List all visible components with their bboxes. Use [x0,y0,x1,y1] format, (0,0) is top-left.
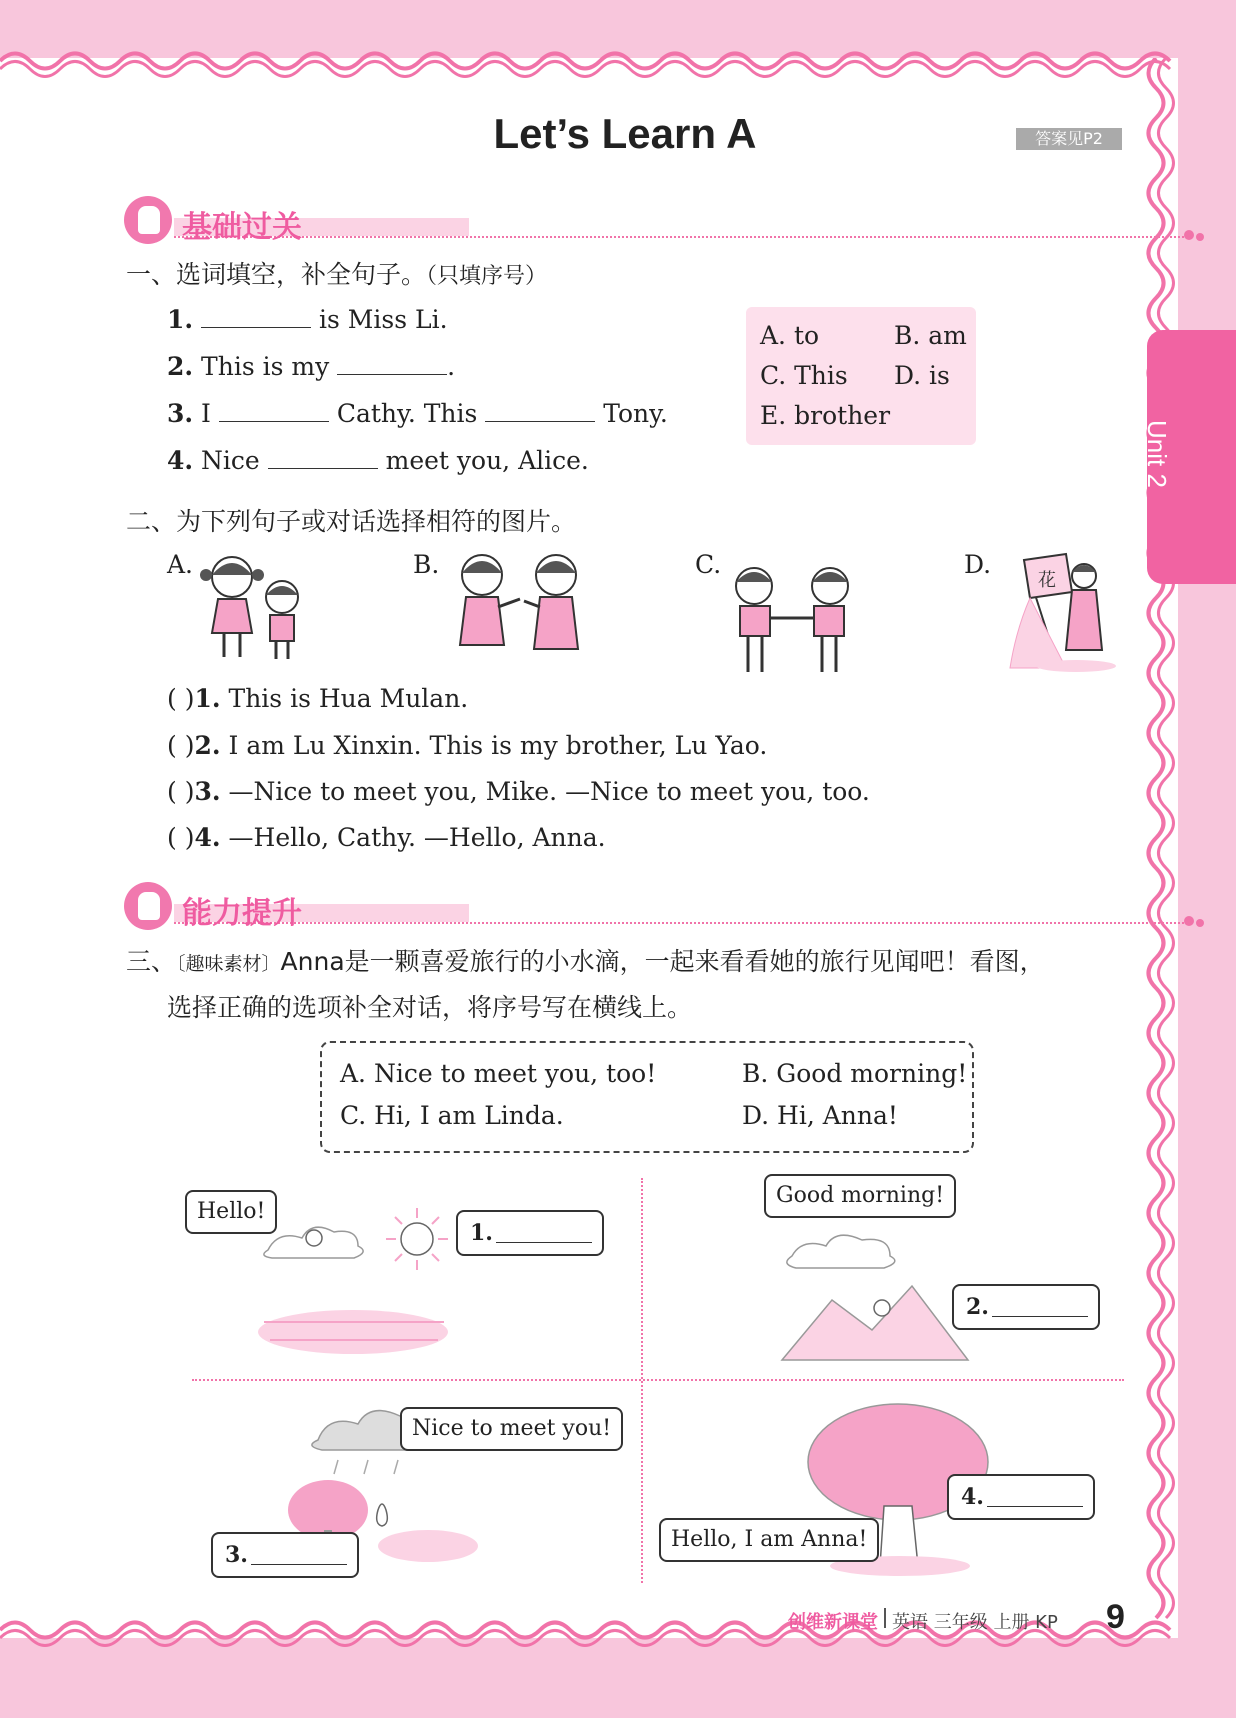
decor-dot [1184,230,1194,240]
panel2-illustration [772,1220,972,1370]
option-e: E. brother [760,401,891,430]
item-number: 3. [194,777,221,806]
pic-label-a: A. [167,550,194,579]
item-text: meet you, Alice. [377,446,589,475]
item-text: Nice [193,446,268,475]
flag-character: 花 [1038,570,1056,591]
picture-b-greeting [448,545,588,665]
item-number: 1. [167,305,194,334]
panel-divider-horizontal [192,1379,1124,1381]
answer-paren[interactable]: ( ) [167,823,195,852]
item-number: 2. [194,731,221,760]
speech-bubble-1: Hello! [185,1190,277,1234]
item-number: 2. [167,352,194,381]
q1-heading [126,255,547,291]
q1-item-4 [167,446,589,475]
q1-item-3 [167,399,668,428]
section-basic-header [124,196,1124,246]
page-number: 9 [1106,1598,1125,1636]
option-c: C. This [760,361,848,390]
q1-heading-note: （只填序号） [426,264,548,289]
item-number: 4. [194,823,221,852]
answer-box-2[interactable] [952,1284,1100,1330]
answer-blank[interactable] [268,448,378,469]
option-a: A. to [760,321,820,350]
item-text: is Miss Li. [311,305,448,334]
decor-dot [1196,233,1204,241]
pic-label-c: C. [695,550,722,579]
q3-heading-text: Anna是一颗喜爱旅行的小水滴，一起来看看她的旅行见闻吧！看图， [280,947,1045,976]
option-b: B. am [894,321,967,350]
answer-box-1[interactable] [456,1210,604,1256]
picture-d-hua-mulan [1006,550,1116,675]
q1-heading-text: 一、选词填空，补全句子。 [126,260,427,289]
picture-a-siblings [196,545,316,665]
answer-box-3[interactable] [211,1532,359,1578]
speech-bubble-4: Hello, I am Anna! [659,1518,879,1562]
pic-label-d: D. [964,550,992,579]
option-d: D. is [894,361,950,390]
answer-blank [251,1564,347,1565]
speech-bubble-3: Nice to meet you! [400,1407,623,1451]
top-wave-border [0,44,1178,78]
footer-book-info: 英语 三年级 上册 KP [892,1612,1058,1633]
section-advanced-label: 能力提升 [182,896,302,931]
q3-option-d: D. Hi, Anna! [742,1101,898,1130]
q2-heading: 二、为下列句子或对话选择相符的图片。 [126,507,577,536]
answer-reference-tag: 答案见P2 [1016,128,1122,150]
q1-item-1 [167,305,448,334]
item-text: —Hello, Cathy. —Hello, Anna. [220,823,606,852]
right-wave-border [1146,58,1180,1638]
q2-item-3 [167,777,870,806]
q3-heading [126,942,1045,978]
answer-blank[interactable] [201,307,311,328]
footer-separator [884,1608,886,1628]
page-title: Let’s Learn A [493,110,757,157]
answer-paren[interactable]: ( ) [167,684,195,713]
section-underline [174,236,1184,238]
q2-item-4 [167,823,606,852]
answer-number: 3. [225,1542,248,1568]
q2-item-1 [167,684,468,713]
item-text: Cathy. This [328,399,486,428]
answer-blank [987,1506,1083,1507]
q3-option-a: A. Nice to meet you, too! [340,1059,657,1088]
item-text: Tony. [595,399,668,428]
q1-item-2 [167,352,455,381]
section-basic-label: 基础过关 [182,210,302,245]
answer-blank [496,1242,592,1243]
q1-options-box [746,307,976,445]
mascot-icon [124,882,172,930]
q3-option-b: B. Good morning! [742,1059,968,1088]
unit-tab-label: Unit 2 [1142,420,1172,488]
picture-c-handshake [722,560,862,675]
item-number: 4. [167,446,194,475]
answer-number: 1. [470,1220,493,1246]
mascot-icon [124,196,172,244]
q3-options-box [320,1041,974,1153]
answer-blank[interactable] [485,401,595,422]
item-text: This is Hua Mulan. [220,684,469,713]
q3-option-c: C. Hi, I am Linda. [340,1101,564,1130]
answer-number: 2. [966,1294,989,1320]
q3-prefix: 三、 [126,947,177,976]
decor-dot [1184,916,1194,926]
item-text: I am Lu Xinxin. This is my brother, Lu Yao. [220,731,768,760]
answer-paren[interactable]: ( ) [167,731,195,760]
item-text: . [447,352,456,381]
answer-paren[interactable]: ( ) [167,777,195,806]
item-text: This is my [193,352,338,381]
decor-dot [1196,919,1204,927]
footer-brand: 创维新课堂 [788,1612,878,1633]
item-text: —Nice to meet you, Mike. —Nice to meet you, too. [220,777,870,806]
section-advanced-header [124,882,1124,932]
sun-icon [384,1206,450,1272]
pic-label-b: B. [413,550,440,579]
q3-tag: 〔趣味素材〕 [176,953,281,975]
item-text: I [193,399,219,428]
answer-blank[interactable] [219,401,329,422]
q2-item-2 [167,731,767,760]
answer-blank[interactable] [337,354,447,375]
answer-number: 4. [961,1484,984,1510]
item-number: 3. [167,399,194,428]
item-number: 1. [194,684,221,713]
speech-bubble-2: Good morning! [764,1174,956,1218]
section-underline [174,922,1184,924]
answer-blank [992,1316,1088,1317]
answer-box-4[interactable] [947,1474,1095,1520]
q3-heading-line2: 选择正确的选项补全对话，将序号写在横线上。 [167,993,693,1022]
